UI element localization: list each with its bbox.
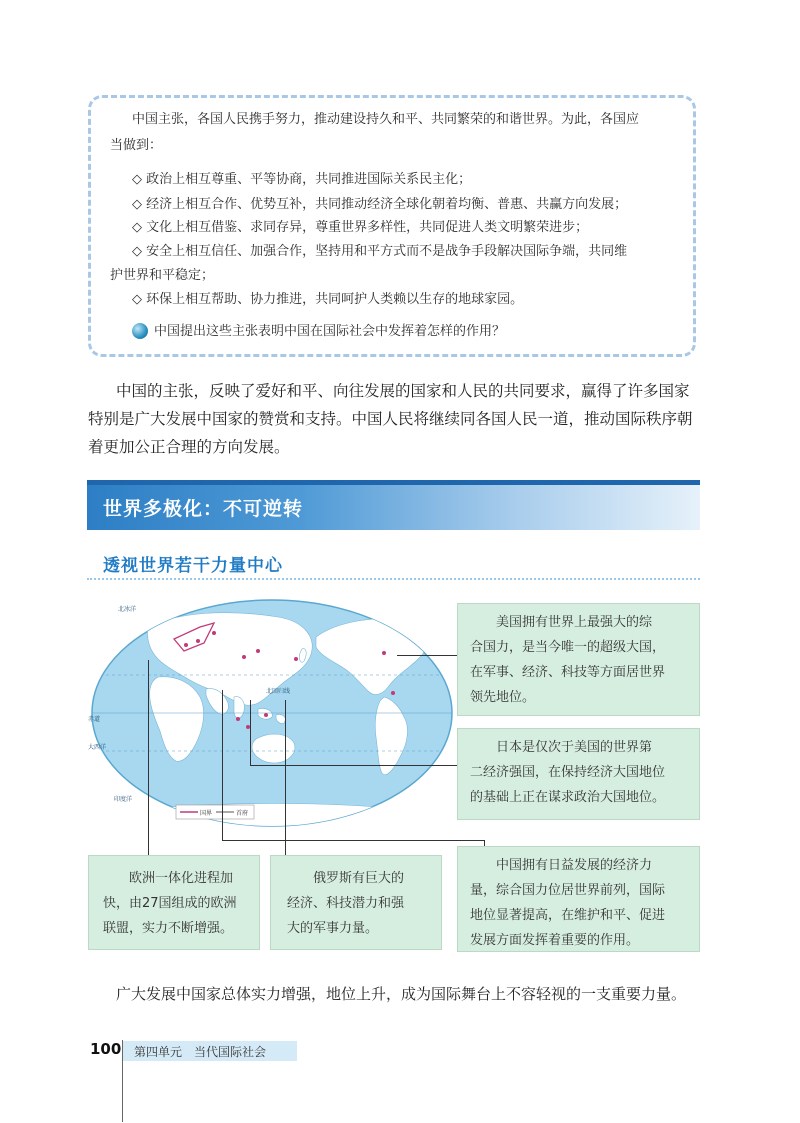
map-label-atlantic: 大西洋: [88, 744, 107, 751]
box-item: ◇ 政治上相互尊重、平等协商，共同推进国际关系民主化；: [132, 172, 472, 187]
connector-japan-h: [250, 765, 457, 766]
connector-usa: [397, 655, 457, 656]
map-label-tropic: 北回归线: [266, 688, 291, 695]
infobox-russia-text: 俄罗斯有巨大的 经济、科技潜力和强 大的军事力量。: [287, 871, 405, 936]
paragraph-line: 中国的主张，反映了爱好和平、向往发展的国家和人民的共同要求，赢得了许多国家: [116, 382, 690, 400]
infobox-russia: [270, 855, 442, 950]
footer-divider: [122, 1040, 123, 1122]
infobox-japan-text: 日本是仅次于美国的世界第 二经济强国，在保持经济大国地位 的基础上正在谋求政治大国地位。: [470, 740, 666, 805]
dotted-divider: [87, 578, 700, 580]
infobox-europe: [88, 855, 260, 950]
infobox-usa: [457, 603, 700, 716]
map-legend-b: 首府: [236, 810, 249, 817]
connector-russia: [285, 700, 286, 855]
infobox-china-text: 中国拥有日益发展的经济力 量，综合国力位居世界前列，国际 地位显著提高，在维护和平、促进 发展方面发挥着重要的作用。: [470, 858, 666, 948]
box-item: ◇ 经济上相互合作、优势互补，共同推动经济全球化朝着均衡、普惠、共赢方向发展；: [132, 197, 628, 212]
box-question: 中国提出这些主张表明中国在国际社会中发挥着怎样的作用？: [154, 324, 506, 339]
connector-europe: [148, 660, 149, 855]
box-intro-line1: 中国主张，各国人民携手努力，推动建设持久和平、共同繁荣的和谐世界。为此，各国应: [132, 112, 640, 127]
connector-china-v: [222, 690, 223, 840]
connector-japan-v: [250, 700, 251, 765]
infobox-china: [457, 846, 700, 952]
infobox-europe-text: 欧洲一体化进程加 快，由27国组成的欧洲 联盟，实力不断增强。: [103, 871, 237, 936]
box-item: 护世界和平稳定；: [110, 268, 215, 283]
map-label-indian: 印度洋: [114, 796, 133, 803]
box-item: ◇ 环保上相互帮助、协力推进，共同呵护人类赖以生存的地球家园。: [132, 292, 524, 307]
box-intro-line2: 当做到：: [110, 138, 163, 153]
infobox-japan: [457, 728, 700, 820]
connector-china-h: [222, 840, 484, 841]
page-number: 100: [90, 1040, 122, 1058]
footer-unit-text: 第四单元 当代国际社会: [134, 1045, 267, 1059]
section-title: 世界多极化：不可逆转: [103, 498, 304, 520]
world-map: [88, 597, 456, 829]
paragraph-line: 特别是广大发展中国家的赞赏和支持。中国人民将继续同各国人民一道，推动国际秩序朝: [88, 410, 693, 428]
map-label-equator: 赤道: [88, 716, 101, 723]
subsection-title: 透视世界若干力量中心: [103, 556, 283, 576]
infobox-usa-text: 美国拥有世界上最强大的综 合国力，是当今唯一的超级大国， 在军事、经济、科技等方面居世界 领先地位。: [470, 615, 666, 705]
box-item: ◇ 文化上相互借鉴、求同存异，尊重世界多样性，共同促进人类文明繁荣进步；: [132, 220, 589, 235]
box-item: ◇ 安全上相互信任、加强合作，坚持用和平方式而不是战争手段解决国际争端，共同维: [132, 244, 628, 259]
map-label-arctic: 北冰洋: [118, 606, 137, 613]
map-legend-a: 国界: [200, 810, 213, 817]
closing-sentence: 广大发展中国家总体实力增强，地位上升，成为国际舞台上不容轻视的一支重要力量。: [116, 985, 687, 1003]
question-icon: [132, 323, 148, 339]
paragraph-line: 着更加公正合理的方向发展。: [88, 438, 290, 456]
